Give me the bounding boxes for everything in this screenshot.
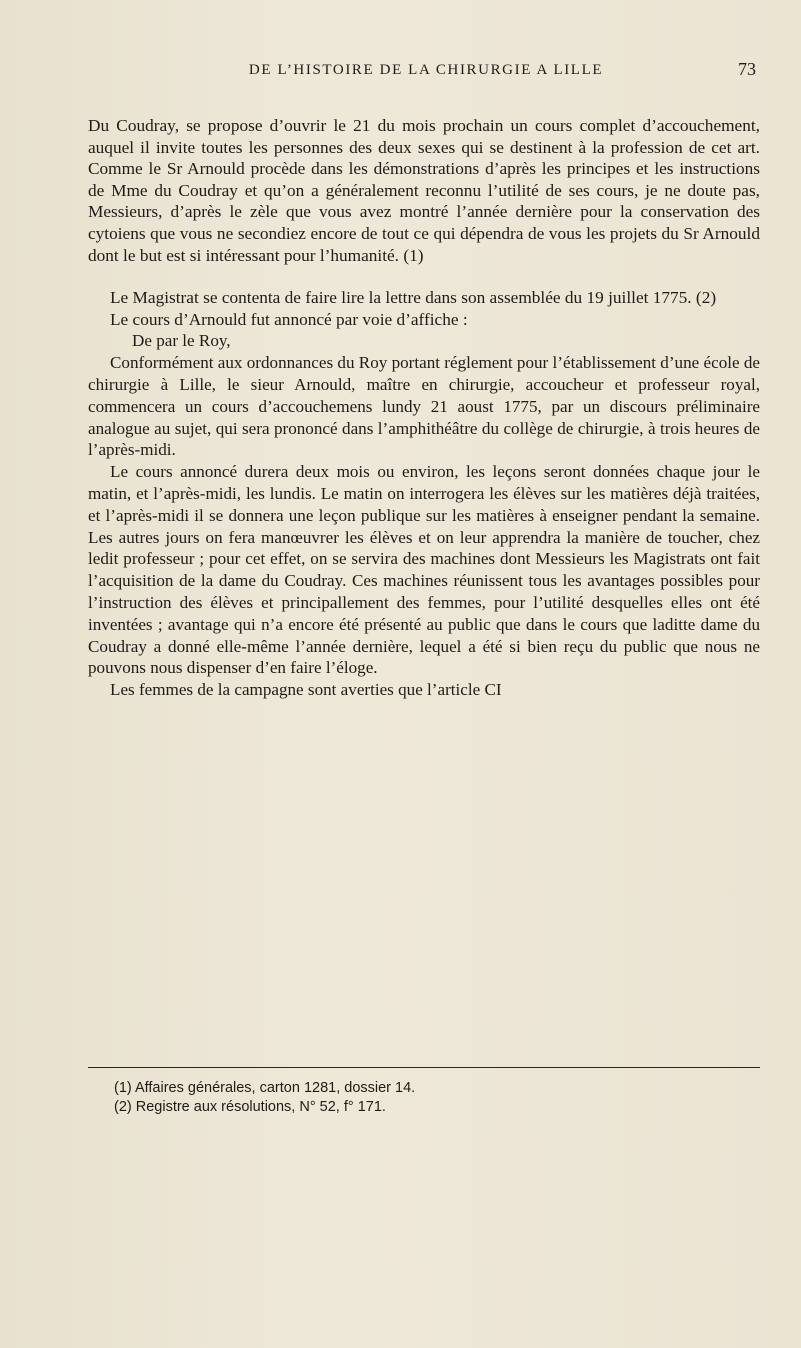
notice-paragraph: Le cours annoncé durera deux mois ou environ, les leçons seront données chaque jour le matin, et l’après-midi, les lundis. Le matin on interrogera les élèves sur les matières déjà traitées, et l’après-midi il se donnera une leçon publique sur les matières à enseigner pendant la semaine. Les autres jours on fera manœuvrer les élèves et on leur apprendra la manière de toucher, chez ledit professeur ; pour cet effet, on se servira des machines dont Messieurs les Magistrats ont fait l’acquisition de la dame du Coudray. Ces machines réunissent tous les avantages possibles pour l’instruction des élèves et principallement des femmes, pour l’utilité desquelles elles ont été inventées ; avantage qui n’a encore été présenté au public que dans le cours que laditte dame du Coudray a donné elle-même l’année dernière, lequel a été si bien reçu du public que nous ne pouvons nous dispenser d’en faire l’éloge.	[88, 462, 760, 678]
notice-heading: De par le Roy,	[132, 331, 231, 351]
paragraph-affiche: Le cours d’Arnould fut annoncé par voie d’affiche :	[110, 309, 468, 329]
page-number: 73	[738, 59, 756, 79]
affiche-notice	[88, 330, 760, 701]
notice-paragraph: Les femmes de la campagne sont averties que l’article CI	[110, 680, 502, 700]
running-head	[96, 59, 756, 92]
running-title: DE L’HISTOIRE DE LA CHIRURGIE A LILLE	[248, 62, 604, 78]
paragraph-magistrat: Le Magistrat se contenta de faire lire la lettre dans son assemblée du 19 juillet 1775. (2)	[110, 288, 717, 308]
paragraph-letter-end: Du Coudray, se propose d’ouvrir le 21 du mois prochain un cours complet d’accouchement, auquel il invite toutes les personnes des deux sexes qui se destinent à la profession de cet art. Comme le Sr Arnould procède dans les démonstrations d’après les principes et les instructions de Mme du Coudray et qu’on a généralement reconnu l’utilité de ses cours, je ne doute pas, Messieurs, d’après le zèle que vous avez montré l’année dernière pour la conservation des cytoiens que vous ne secondiez encore de tout ce qui dépendra de vous les projets du Sr Arnould dont le but est si intéressant pour l’humanité. (1)	[88, 116, 760, 265]
footnotes	[114, 1079, 714, 1117]
footnote-1: (1) Affaires générales, carton 1281, dossier 14.	[114, 1080, 416, 1096]
footnote-2: (2) Registre aux résolutions, N° 52, f° 171.	[114, 1099, 386, 1115]
notice-paragraph: Conformément aux ordonnances du Roy portant réglement pour l’établissement d’une école de chirurgie à Lille, le sieur Arnould, maître en chirurgie, accoucheur et professeur royal, commencera un cours d’accouchemens lundy 21 aoust 1775, par un discours préliminaire analogue au sujet, qui sera prononcé dans l’amphithéâtre du collège de chirurgie, à trois heures de l’après-midi.	[88, 353, 760, 460]
body-text	[88, 115, 760, 701]
footnote-divider	[88, 1067, 760, 1068]
